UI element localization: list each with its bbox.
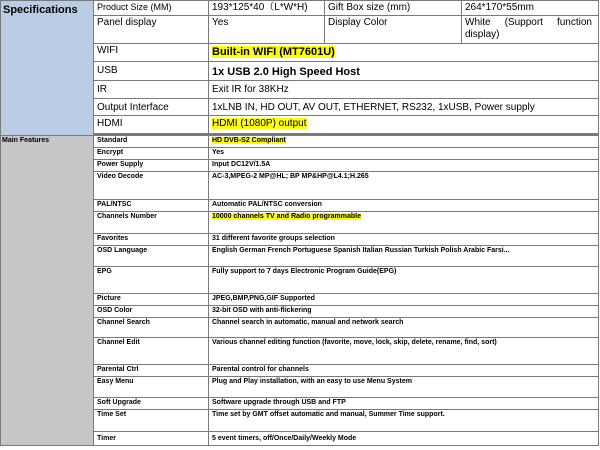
feature-value: [209, 212, 599, 234]
ir-value: Exit IR for 38KHz: [209, 81, 599, 99]
usb-value: 1x USB 2.0 High Speed Host: [209, 62, 599, 81]
usb-label: USB: [94, 62, 209, 81]
wifi-value-text: Built-in WIFI (MT7601U): [212, 46, 335, 58]
hdmi-label: HDMI: [94, 116, 209, 134]
feature-value: 31 different favorite groups selection: [209, 234, 599, 246]
feature-label: Channel Search: [94, 318, 209, 338]
feature-label: Channel Edit: [94, 338, 209, 365]
feature-label: Video Decode: [94, 172, 209, 200]
display-color-word1: White: [465, 17, 491, 28]
ir-label: IR: [94, 81, 209, 99]
spec-row-product-size: [1, 1, 599, 16]
product-size-value: 193*125*40（L*W*H): [209, 1, 325, 16]
feature-label: Timer: [94, 432, 209, 446]
panel-display-value: Yes: [209, 16, 325, 44]
gift-box-value: 264*170*55mm: [462, 1, 599, 16]
feature-value: Automatic PAL/NTSC conversion: [209, 200, 599, 212]
hdmi-value: [209, 116, 599, 134]
feature-label: OSD Language: [94, 246, 209, 267]
feature-value: Fully support to 7 days Electronic Program Guide(EPG): [209, 267, 599, 294]
specifications-section-header: Specifications: [1, 1, 94, 136]
wifi-label: WIFI: [94, 44, 209, 62]
feature-value: 5 event timers, off/Once/Daily/Weekly Mode: [209, 432, 599, 446]
feature-value: Input DC12V/1.5A: [209, 160, 599, 172]
feature-value: Parental control for channels: [209, 365, 599, 377]
feature-value: Yes: [209, 148, 599, 160]
feature-value: Various channel editing function (favorite, move, lock, skip, delete, rename, find, sort): [209, 338, 599, 365]
gift-box-label: Gift Box size (mm): [325, 1, 462, 16]
output-interface-value: 1xLNB IN, HD OUT, AV OUT, ETHERNET, RS232, 1xUSB, Power supply: [209, 99, 599, 116]
display-color-line2: display): [465, 29, 500, 40]
feature-label: Power Supply: [94, 160, 209, 172]
feature-label: Channels Number: [94, 212, 209, 234]
feature-label: PAL/NTSC: [94, 200, 209, 212]
display-color-word2: (Support: [504, 17, 543, 28]
feature-value-highlight: HD DVB-S2 Compliant: [212, 137, 286, 144]
wifi-value: [209, 44, 599, 62]
feature-value: Channel search in automatic, manual and network search: [209, 318, 599, 338]
feature-label: Easy Menu: [94, 377, 209, 398]
feature-value: [209, 136, 599, 148]
feature-label: OSD Color: [94, 306, 209, 318]
feature-value-highlight: 10000 channels TV and Radio programmable: [212, 213, 361, 220]
feature-value: JPEG,BMP,PNG,GIF Supported: [209, 294, 599, 306]
feature-value: Software upgrade through USB and FTP: [209, 398, 599, 410]
display-color-label: Display Color: [325, 16, 462, 44]
display-color-word3: function: [556, 17, 592, 28]
feature-label: EPG: [94, 267, 209, 294]
feature-value: 32-bit OSD with anti-flickering: [209, 306, 599, 318]
panel-display-label: Panel display: [94, 16, 209, 44]
feature-label: Parental Ctrl: [94, 365, 209, 377]
feature-value: Time set by GMT offset automatic and manual, Summer Time support.: [209, 410, 599, 432]
feature-value: English German French Portuguese Spanish Italian Russian Turkish Polish Arabic Farsi...: [209, 246, 599, 267]
display-color-line1: [465, 17, 598, 29]
product-size-label: Product Size (MM): [94, 1, 209, 16]
output-interface-label: Output Interface: [94, 99, 209, 116]
feature-label: Picture: [94, 294, 209, 306]
feature-label: Favorites: [94, 234, 209, 246]
feature-value: AC-3,MPEG-2 MP@HL; BP MP&HP@L4.1;H.265: [209, 172, 599, 200]
main-features-section-header: Main Features: [1, 136, 94, 446]
feature-value: Plug and Play installation, with an easy to use Menu System: [209, 377, 599, 398]
feature-label: Encrypt: [94, 148, 209, 160]
display-color-value: [462, 16, 599, 44]
hdmi-value-text: HDMI (1080P) output: [212, 118, 307, 129]
feature-label: Standard: [94, 136, 209, 148]
feature-label: Soft Upgrade: [94, 398, 209, 410]
feature-label: Time Set: [94, 410, 209, 432]
feature-row: [1, 136, 599, 148]
